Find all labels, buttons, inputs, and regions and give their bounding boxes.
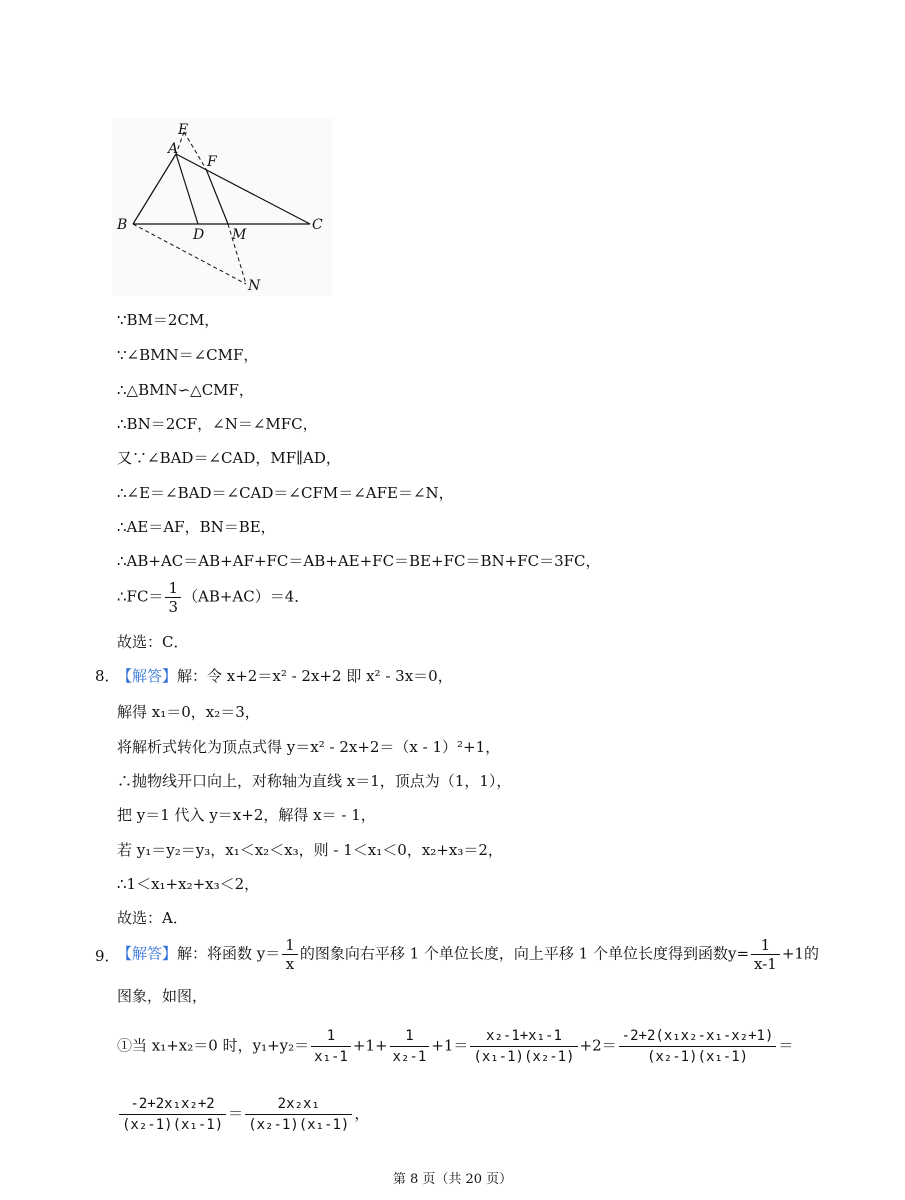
q8-line-1-text: 解：令 x+2＝x² - 2x+2 即 x² - 3x＝0， <box>177 667 453 685</box>
fraction-1 <box>311 1026 351 1067</box>
fraction-numerator: 1 <box>751 936 780 955</box>
label-n: N <box>248 278 261 294</box>
fraction-denominator: x <box>285 955 295 973</box>
operator: +2＝ <box>579 1036 617 1055</box>
geometry-figure <box>112 118 332 296</box>
proof-line-2: ∵∠BMN＝∠CMF， <box>117 346 259 364</box>
fraction-1-over-x <box>282 936 298 973</box>
fraction-numerator: 1 <box>165 579 181 598</box>
q8-answer-tag: 【解答】 <box>117 667 178 685</box>
segment-bn-dashed <box>133 224 246 284</box>
q8-line-5: 把 y＝1 代入 y＝x+2，解得 x＝ - 1， <box>117 806 376 824</box>
q8-line-7: ∴1＜x₁+x₂+x₃＜2， <box>117 875 260 893</box>
fraction-5 <box>119 1094 226 1135</box>
label-f: F <box>207 154 217 170</box>
proof-line-7: ∴AE＝AF，BN＝BE， <box>117 518 276 536</box>
fraction-1-over-x-minus-1 <box>751 936 780 973</box>
segment-ad <box>176 154 198 224</box>
fraction-numerator: -2+2x₁x₂+2 <box>119 1094 226 1115</box>
fraction-numerator: 1 <box>311 1026 351 1047</box>
fraction-numerator: -2+2(x₁x₂-x₁-x₂+1) <box>619 1026 777 1047</box>
q8-number: 8． <box>95 667 120 685</box>
q9-line-1-text-a: 解：将函数 y＝ <box>177 944 281 963</box>
q9-answer-tag: 【解答】 <box>117 944 178 963</box>
q8-line-8: 故选：A． <box>117 909 188 927</box>
q9-number: 9． <box>95 947 120 965</box>
proof-line-3: ∴△BMN∽△CMF， <box>117 381 254 399</box>
q9-line-3-prefix: ①当 x₁+x₂＝0 时，y₁+y₂＝ <box>117 1036 310 1055</box>
fraction-denominator: x-1 <box>754 955 777 973</box>
q9-line-4 <box>117 1094 369 1135</box>
proof-line-9 <box>117 579 309 616</box>
triangle-diagram <box>112 118 332 296</box>
fraction-numerator: 2x₂x₁ <box>245 1094 352 1115</box>
fraction-denominator: (x₂-1)(x₁-1) <box>248 1117 350 1133</box>
segment-ac <box>176 154 310 224</box>
q9-line-1-text-d: +1的 <box>781 944 819 963</box>
fraction-denominator: (x₂-1)(x₁-1) <box>122 1117 224 1133</box>
fraction-denominator: 3 <box>168 598 178 616</box>
punctuation: ， <box>354 1104 370 1123</box>
proof-line-8: ∴AB+AC＝AB+AF+FC＝AB+AE+FC＝BE+FC＝BN+FC＝3FC， <box>117 552 601 570</box>
proof-line-1: ∵BM＝2CM， <box>117 311 220 329</box>
segment-ab <box>133 154 176 224</box>
proof-line-4: ∴BN＝2CF，∠N＝∠MFC， <box>117 415 318 433</box>
label-e: E <box>178 122 189 138</box>
fraction-numerator: 1 <box>390 1026 430 1047</box>
proof-line-5: 又∵∠BAD＝∠CAD，MF∥AD， <box>117 449 341 467</box>
fraction-numerator: x₂-1+x₁-1 <box>470 1026 577 1047</box>
label-c: C <box>312 217 323 233</box>
label-a: A <box>168 141 179 157</box>
label-b: B <box>117 217 128 233</box>
fraction-denominator: x₁-1 <box>314 1049 348 1065</box>
q9-line-1 <box>117 936 819 973</box>
label-d: D <box>193 227 205 243</box>
fraction-2 <box>390 1026 430 1067</box>
fraction-denominator: (x₂-1)(x₁-1) <box>646 1049 749 1065</box>
fraction-6 <box>245 1094 352 1135</box>
fraction-3 <box>470 1026 577 1067</box>
operator: ＝ <box>778 1036 794 1055</box>
label-m: M <box>232 227 247 243</box>
segment-fm <box>206 169 228 224</box>
page-footer: 第 8 页（共 20 页） <box>392 1172 513 1187</box>
operator: +1+ <box>352 1036 388 1055</box>
fraction-numerator: 1 <box>282 936 298 955</box>
fc-suffix: （AB+AC）＝4． <box>182 587 310 606</box>
q8-line-3: 将解析式转化为顶点式得 y＝x² - 2x+2＝（x - 1）²+1， <box>117 738 501 756</box>
fraction-one-third <box>165 579 181 616</box>
fraction-denominator: x₂-1 <box>392 1049 427 1065</box>
proof-line-6: ∴∠E＝∠BAD＝∠CAD＝∠CFM＝∠AFE＝∠N， <box>117 484 454 502</box>
q9-line-1-text-b: 的图象向右平移 1 个单位长度，向上平移 1 个单位长度得到函数 <box>299 944 728 963</box>
fraction-4 <box>619 1026 777 1067</box>
fc-prefix: ∴FC＝ <box>117 587 164 606</box>
proof-answer: 故选：C． <box>117 633 189 651</box>
q8-line-2: 解得 x₁＝0，x₂＝3， <box>117 703 260 721</box>
operator: ＝ <box>228 1104 244 1123</box>
q9-line-3 <box>117 1026 793 1067</box>
q8-line-1 <box>117 666 453 686</box>
q8-line-6: 若 y₁＝y₂＝y₃，x₁＜x₂＜x₃，则 - 1＜x₁＜0，x₂+x₃＝2， <box>117 841 503 859</box>
operator: +1＝ <box>431 1036 469 1055</box>
q8-line-4: ∴抛物线开口向上，对称轴为直线 x＝1，顶点为（1，1）， <box>117 772 512 790</box>
fraction-denominator: (x₁-1)(x₂-1) <box>473 1049 575 1065</box>
q9-line-1-text-c: y= <box>727 944 750 963</box>
q9-line-2: 图象，如图， <box>117 987 208 1005</box>
